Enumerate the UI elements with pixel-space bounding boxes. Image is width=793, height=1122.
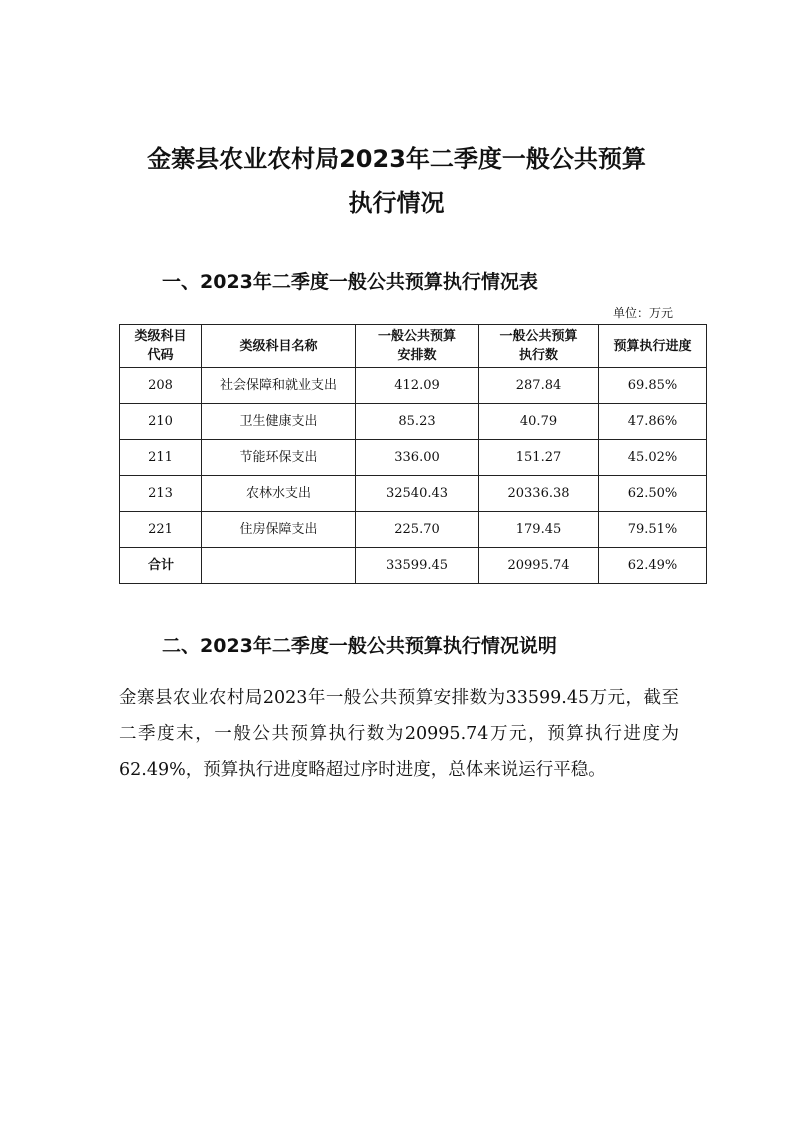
header-planned-amount [356, 325, 479, 368]
cell-progress: 62.50% [599, 476, 707, 512]
cell-progress: 79.51% [599, 512, 707, 548]
total-label: 合计 [120, 548, 202, 584]
budget-execution-table [119, 324, 707, 584]
total-planned: 33599.45 [356, 548, 479, 584]
cell-planned: 85.23 [356, 404, 479, 440]
cell-executed: 40.79 [479, 404, 599, 440]
cell-planned: 336.00 [356, 440, 479, 476]
table-row [120, 476, 707, 512]
header-execution-progress-text: 预算执行进度 [613, 338, 692, 354]
cell-progress: 45.02% [599, 440, 707, 476]
total-executed: 20995.74 [479, 548, 599, 584]
cell-planned: 32540.43 [356, 476, 479, 512]
cell-name: 节能环保支出 [202, 440, 356, 476]
cell-name: 卫生健康支出 [202, 404, 356, 440]
document-title-line2: 执行情况 [348, 189, 445, 217]
cell-code: 211 [120, 440, 202, 476]
cell-progress: 47.86% [599, 404, 707, 440]
header-execution-progress [599, 325, 707, 368]
cell-code: 221 [120, 512, 202, 548]
header-planned-amount-line1: 一般公共预算 [377, 329, 456, 344]
explanation-paragraph: 金寨县农业农村局2023年一般公共预算安排数为33599.45万元，截至二季度末，一般公共预算执行数为20995.74万元，预算执行进度为62.49%，预算执行进度略超过序时进度，总体来说运行平稳。 [119, 688, 679, 780]
document-title: 金寨县农业农村局2023年二季度一般公共预算 [147, 145, 646, 173]
unit-label: 单位：万元 [612, 306, 673, 320]
section-heading-explanation: 二、2023年二季度一般公共预算执行情况说明 [162, 635, 557, 657]
cell-progress: 69.85% [599, 368, 707, 404]
cell-name: 社会保障和就业支出 [202, 368, 356, 404]
header-executed-amount-line2: 执行数 [518, 348, 558, 363]
cell-planned: 412.09 [356, 368, 479, 404]
cell-code: 210 [120, 404, 202, 440]
total-name [202, 548, 356, 584]
cell-name: 农林水支出 [202, 476, 356, 512]
header-executed-amount [479, 325, 599, 368]
cell-code: 213 [120, 476, 202, 512]
table-row [120, 440, 707, 476]
header-planned-amount-line2: 安排数 [397, 348, 437, 363]
header-category-name-text: 类级科目名称 [239, 338, 318, 354]
table-row [120, 368, 707, 404]
header-category-name [202, 325, 356, 368]
cell-code: 208 [120, 368, 202, 404]
header-category-code [120, 325, 202, 368]
header-executed-amount-line1: 一般公共预算 [499, 329, 578, 344]
table-total-row [120, 548, 707, 584]
cell-planned: 225.70 [356, 512, 479, 548]
table-row [120, 404, 707, 440]
cell-executed: 287.84 [479, 368, 599, 404]
cell-name: 住房保障支出 [202, 512, 356, 548]
section-heading-table: 一、2023年二季度一般公共预算执行情况表 [162, 271, 538, 293]
header-category-code-line1: 类级科目 [134, 329, 187, 344]
header-category-code-line2: 代码 [147, 348, 174, 363]
cell-executed: 151.27 [479, 440, 599, 476]
cell-executed: 20336.38 [479, 476, 599, 512]
table-header-row [120, 325, 707, 368]
table-row [120, 512, 707, 548]
cell-executed: 179.45 [479, 512, 599, 548]
total-progress: 62.49% [599, 548, 707, 584]
